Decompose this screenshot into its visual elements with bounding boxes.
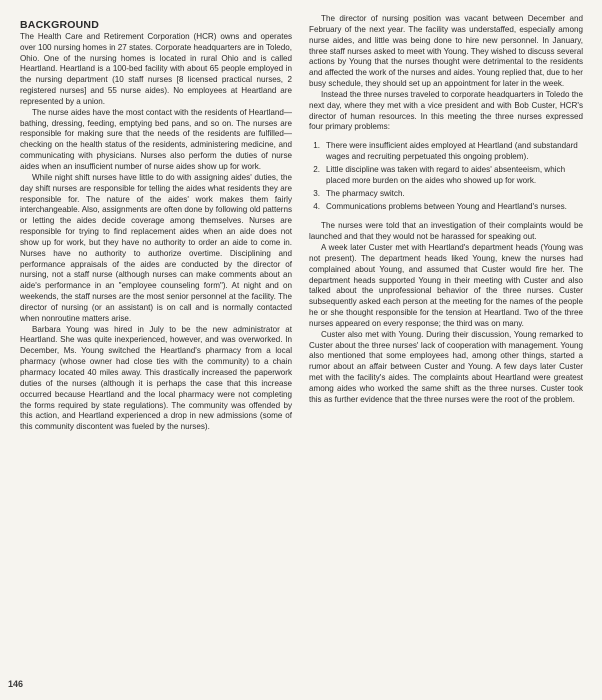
list-number: 4. bbox=[313, 201, 320, 211]
list-item bbox=[309, 141, 583, 163]
list-text: The pharmacy switch. bbox=[326, 188, 405, 198]
paragraph: The nurse aides have the most contact with the residents of Heartland—bathing, dressing, feeding, emptying bed pans, and so on. The nurses are responsible for making sure that the needs of the residents are fulfilled—checking on the health status of the residents, administering medicine, and communicating with physicians. Nurses also perform the duties of nurse aides when an insufficient number of nurse aides show up for work. bbox=[20, 107, 292, 171]
problems-list bbox=[309, 141, 583, 212]
paragraph: The Health Care and Retirement Corporation (HCR) owns and operates over 100 nursing homes in 27 states. Corporate headquarters are in Toledo, Ohio. One of the nursing homes is located in rural Ohio and is called Heartland. Heartland is a 100-bed facility with about 65 people employed in the nursing department (10 staff nurses [8 licensed practical nurses, 2 registered nurses] and 55 nurse aides). No employees at Heartland are represented by a union. bbox=[20, 31, 292, 106]
paragraph: Custer also met with Young. During their discussion, Young remarked to Custer about the three nurses' lack of cooperation with management. Young also mentioned that some employees had, among other things, started a rumor about an affair between Custer and Young. A few days later Custer met with the facility's aides. The complaints about Heartland were greatest among aides who worked the same shift as the three nurses. Custer took this as further evidence that the three nurses were the root of the problem. bbox=[309, 329, 583, 404]
list-item bbox=[309, 202, 583, 213]
list-text: There were insufficient aides employed at Heartland (and substandard wages and recruiting perpetuated this ongoing problem). bbox=[326, 141, 578, 162]
list-number: 2. bbox=[313, 164, 320, 174]
paragraph: A week later Custer met with Heartland's department heads (Young was not present). The department heads liked Young, knew the nurses had complained about Young, and assumed that Custer would fire her. The department heads supported Young in their meeting with Custer and also talked about the unprofessional behavior of the three nurses. Custer subsequently asked each person at the meeting for the names of the people he or she thought responsible for the tension at Heartland. Two of the three nurses appeared on every response; the third was on many. bbox=[309, 243, 583, 328]
section-heading: BACKGROUND bbox=[20, 19, 99, 31]
list-item bbox=[309, 189, 583, 200]
list-text: Communications problems between Young and Heartland's nurses. bbox=[326, 201, 567, 211]
right-column bbox=[309, 14, 583, 406]
list-text: Little discipline was taken with regard to aides' absenteeism, which placed more burden on the aides who showed up for work. bbox=[326, 164, 566, 185]
paragraph: Barbara Young was hired in July to be the new administrator at Heartland. She was quite inexperienced, however, and was overworked. In December, Ms. Young switched the Heartland's pharmacy from a local pharmacy (whose owner had close ties with the community) to a chain pharmacy located 40 miles away. This drastically increased the paperwork duties of the nurses (although it is perhaps the case that this increase occurred because Heartland and the local pharmacy were not completing the forms required by state regulations). The community was offended by this action, and Heartland experienced a drop in new admissions (some of this community discontent was fueled by the nurses). bbox=[20, 324, 292, 432]
list-item bbox=[309, 165, 583, 187]
list-number: 3. bbox=[313, 188, 320, 198]
paragraph: The nurses were told that an investigation of their complaints would be launched and that they would not be harassed for speaking out. bbox=[309, 221, 583, 242]
paragraph: Instead the three nurses traveled to corporate headquarters in Toledo the next day, where they met with a vice president and with Bob Custer, HCR's director of human resources. In this meeting the three nurses expressed four primary problems: bbox=[309, 89, 583, 132]
paragraph: The director of nursing position was vacant between December and February of the next year. The facility was understaffed, especially among nurse aides, and little was being done to hire new personnel. In January, three staff nurses asked to meet with Young. They wished to discuss several actions by Young that the nurses thought were detrimental to the residents and affected the work of the nurses and aides. Young replied that, due to her busy schedule, they should set up an appointment for later in the week. bbox=[309, 14, 583, 89]
list-number: 1. bbox=[313, 141, 320, 151]
left-column bbox=[20, 20, 292, 433]
paragraph: While night shift nurses have little to do with assigning aides' duties, the day shift nurses are responsible for telling the aides what residents they are responsible for. The nature of the aides' work makes them fairly interchangeable. Also, assignments are often done by following old patterns or letting the aides decide coverage among themselves. Nurses are responsible for trying to find replacement aides when an aide does not show up for work, but they have no authority to order an aide to come in. Nurses have no authority to authorize overtime. Disciplining and performance appraisals of the aides are conducted by the director of nursing, not a staff nurse (although nurses can make comments about an aide's performance in an "employee counseling form"). At night and on weekends, the staff nurses are the most senior personnel at the facility. The director of nursing (or an assistant) is on call and is normally contacted when nonroutine matters arise. bbox=[20, 172, 292, 323]
page-number: 146 bbox=[8, 679, 24, 689]
